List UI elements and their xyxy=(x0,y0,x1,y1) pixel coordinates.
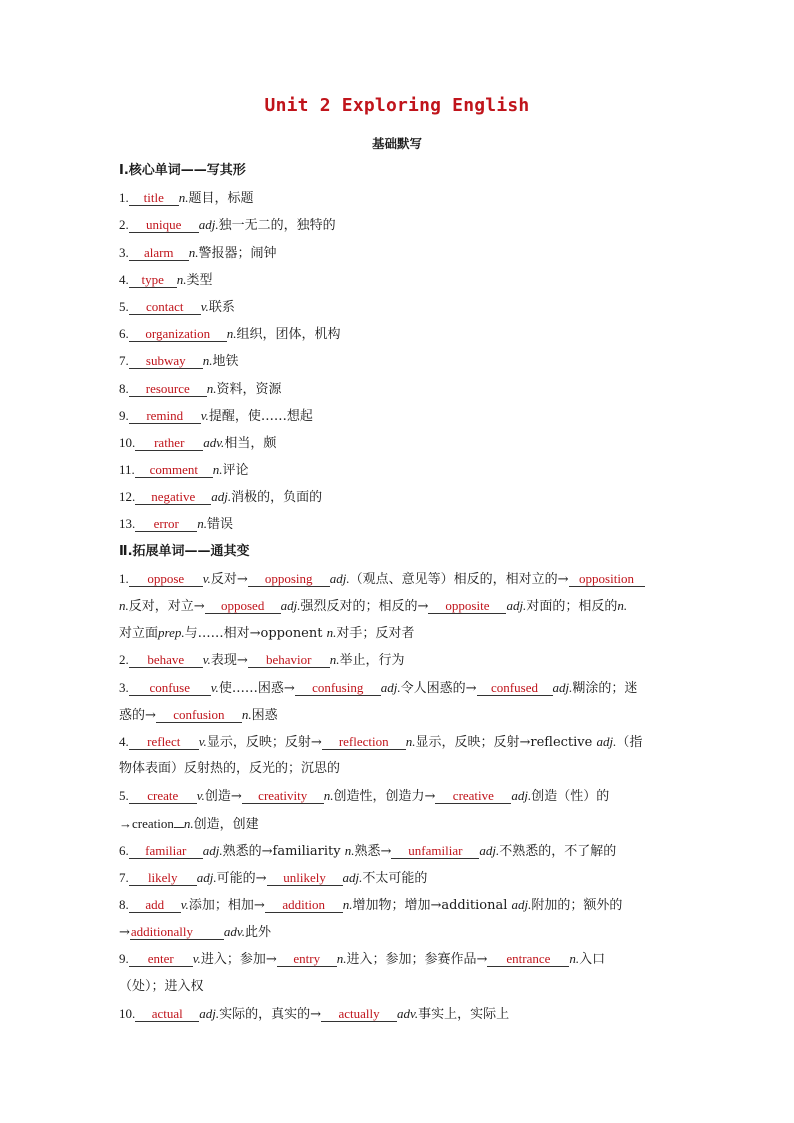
vocab-item xyxy=(119,320,679,347)
vocab-item xyxy=(119,239,679,266)
q4-line2: 物体表面）反射热的，反光的；沉思的 xyxy=(119,761,341,777)
q1-line3: 对立面prep.与……相对→opponent n.对手；反对者 xyxy=(119,625,415,642)
vocab-item xyxy=(119,456,679,483)
part-of-speech: adv. xyxy=(203,434,225,450)
meaning-text: 组织，团体，机构 xyxy=(236,327,341,343)
answer-blank[interactable]: opposed xyxy=(205,599,281,614)
vocab-item xyxy=(119,375,679,402)
q8-line1: 8. add v.添加；相加→ addition n.增加物；增加→additional adj.附加的；额外的 xyxy=(119,897,623,914)
vocab-item xyxy=(119,266,679,293)
answer-blank[interactable]: negative xyxy=(135,490,211,505)
part-of-speech: adj. xyxy=(211,489,232,505)
q9-line1: 9. enter v.进入；参加→ entry n.进入；参加；参赛作品→ entrance n.入口 xyxy=(119,951,606,968)
q3-line2: 惑的→ confusion n.困惑 xyxy=(119,706,278,723)
meaning-text: 独一无二的，独特的 xyxy=(218,218,336,234)
meaning-text: 类型 xyxy=(186,272,213,288)
document-subtitle: 基础默写 xyxy=(371,136,422,151)
q1-line2: n.反对，对立→ opposed adj.强烈反对的；相反的→ opposite adj.对面的；相反的n. xyxy=(119,598,628,614)
part-of-speech: n. xyxy=(188,244,199,260)
answer-blank[interactable]: title xyxy=(129,191,179,206)
vocab-item xyxy=(119,184,679,211)
answer-blank[interactable]: reflect xyxy=(129,735,199,750)
answer-blank[interactable]: enter xyxy=(129,952,193,967)
answer-blank[interactable]: opposition xyxy=(569,572,645,587)
meaning-text: 题目，标题 xyxy=(188,191,254,207)
answer-blank[interactable]: comment xyxy=(135,463,213,478)
part-of-speech: adj. xyxy=(198,217,219,233)
item-number: 2. xyxy=(119,217,129,233)
answer-blank[interactable]: reflection xyxy=(322,735,406,750)
q1-line1: 1. oppose v.反对→ opposing adj.（观点、意见等）相反的，相对立的→ opposition xyxy=(119,565,679,592)
part-of-speech: n. xyxy=(176,271,187,287)
q5-line2: →creation n.创造，创建 xyxy=(119,815,259,832)
item-number: 11. xyxy=(119,462,135,478)
item-number: 12. xyxy=(119,489,136,505)
meaning-text: 联系 xyxy=(208,299,235,315)
meaning-text: 消极的，负面的 xyxy=(231,490,323,506)
meaning-text: 资料，资源 xyxy=(216,381,282,397)
answer-blank[interactable]: create xyxy=(129,789,197,804)
part-of-speech: n. xyxy=(202,353,213,369)
part-of-speech: n. xyxy=(197,516,207,532)
answer-blank[interactable]: creativity xyxy=(242,789,324,804)
answer-blank[interactable]: actually xyxy=(321,1007,397,1022)
item-number: 10. xyxy=(119,434,136,450)
answer-blank[interactable]: rather xyxy=(135,436,203,451)
item-number: 9. xyxy=(119,407,129,423)
answer-blank[interactable]: entrance xyxy=(487,952,569,967)
answer-blank[interactable]: unfamiliar xyxy=(391,844,479,859)
answer-blank[interactable]: opposite xyxy=(428,599,506,614)
answer-blank[interactable]: additionally xyxy=(130,925,224,940)
part-of-speech: n. xyxy=(178,190,189,206)
item-number: 6. xyxy=(119,326,129,342)
vocab-item xyxy=(119,429,679,456)
answer-blank[interactable]: unlikely xyxy=(267,871,343,886)
answer-blank[interactable]: confusion xyxy=(156,708,242,723)
answer-blank[interactable]: addition xyxy=(265,898,343,913)
section1-heading: Ⅰ.核心单词——写其形 xyxy=(119,163,246,178)
answer-blank[interactable]: subway xyxy=(129,354,203,369)
part-of-speech: v. xyxy=(200,407,209,423)
q2-line: 2. behave v.表现→ behavior n.举止，行为 xyxy=(119,652,405,669)
answer-blank[interactable]: confusing xyxy=(295,681,381,696)
answer-blank[interactable]: error xyxy=(135,517,197,532)
answer-blank[interactable]: oppose xyxy=(129,572,203,587)
answer-blank[interactable]: behavior xyxy=(248,653,330,668)
q8-line2: →additionally adv.此外 xyxy=(119,924,271,941)
meaning-text: 警报器；闹钟 xyxy=(198,245,277,261)
item-number: 3. xyxy=(119,244,129,260)
q10-line: 10. actual adj.实际的，真实的→ actually adv.事实上，实际上 xyxy=(119,1005,510,1022)
part-of-speech: v. xyxy=(200,298,209,314)
answer-blank[interactable]: confuse xyxy=(129,681,211,696)
item-number: 8. xyxy=(119,380,129,396)
answer-blank[interactable]: creative xyxy=(435,789,511,804)
section2-heading: Ⅱ.拓展单词——通其变 xyxy=(119,543,250,559)
q6-line: 6. familiar adj.熟悉的→familiarity n.熟悉→ unfamiliar adj.不熟悉的，不了解的 xyxy=(119,842,617,859)
q4-line1: 4. reflect v.显示，反映；反射→ reflection n.显示，反映；反射→reflective adj.（指 xyxy=(119,733,643,750)
item-number: 1. xyxy=(119,190,129,206)
part-of-speech: n. xyxy=(226,326,237,342)
worksheet-body xyxy=(119,157,679,1027)
item-number: 13. xyxy=(119,516,136,532)
vocab-item xyxy=(119,510,679,537)
meaning-text: 地铁 xyxy=(212,354,239,370)
answer-blank[interactable]: entry xyxy=(277,952,337,967)
vocab-item xyxy=(119,402,679,429)
vocab-item xyxy=(119,293,679,320)
meaning-text: 相当，颇 xyxy=(224,435,277,451)
meaning-text: 评论 xyxy=(222,463,249,479)
document-title: Unit 2 Exploring English xyxy=(264,95,530,116)
meaning-text: 错误 xyxy=(207,517,234,533)
q7-line: 7. likely adj.可能的→ unlikely adj.不太可能的 xyxy=(119,869,428,886)
answer-blank[interactable]: behave xyxy=(129,653,203,668)
answer-blank[interactable]: alarm xyxy=(129,246,189,261)
answer-blank[interactable]: type xyxy=(129,273,177,288)
answer-blank[interactable]: organization xyxy=(129,327,227,342)
answer-blank[interactable] xyxy=(174,827,184,828)
item-number: 5. xyxy=(119,298,129,314)
answer-blank[interactable]: remind xyxy=(129,409,201,424)
q3-line1: 3. confuse v.使……困惑→ confusing adj.令人困惑的→ confused adj.糊涂的；迷 xyxy=(119,679,638,696)
answer-blank[interactable]: confused xyxy=(477,681,553,696)
answer-blank[interactable]: resource xyxy=(129,382,207,397)
part-of-speech: n. xyxy=(206,380,217,396)
vocab-item xyxy=(119,483,679,510)
answer-blank[interactable]: likely xyxy=(129,871,197,886)
meaning-text: 提醒，使……想起 xyxy=(208,408,313,424)
q9-line2: （处）；进入权 xyxy=(119,978,204,994)
q5-line1: 5. create v.创造→ creativity n.创造性，创造力→ creative adj.创造（性）的 xyxy=(119,788,610,805)
answer-blank[interactable]: opposing xyxy=(248,572,330,587)
part-of-speech: n. xyxy=(212,462,223,478)
answer-blank[interactable]: familiar xyxy=(129,844,203,859)
item-number: 4. xyxy=(119,271,129,287)
vocab-item xyxy=(119,211,679,238)
answer-blank[interactable]: add xyxy=(129,898,181,913)
answer-blank[interactable]: unique xyxy=(129,218,199,233)
vocab-item xyxy=(119,347,679,374)
section1-list xyxy=(119,184,679,537)
item-number: 7. xyxy=(119,353,129,369)
answer-blank[interactable]: actual xyxy=(135,1007,199,1022)
answer-blank[interactable]: contact xyxy=(129,300,201,315)
